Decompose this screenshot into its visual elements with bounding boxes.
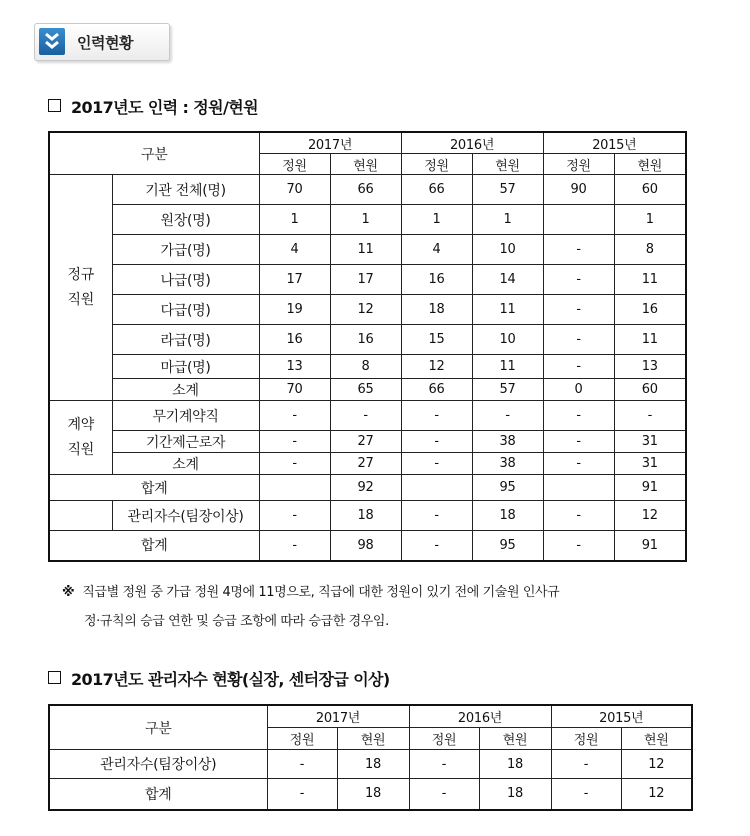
row-label: 합계 (49, 531, 259, 561)
table-row (49, 779, 692, 810)
category-header: 구분 (49, 705, 267, 750)
subheader-cell: 현원 (337, 728, 409, 750)
staff-table (48, 131, 687, 562)
value-cell: - (401, 431, 472, 453)
value-cell: - (259, 401, 330, 431)
value-cell: 10 (472, 325, 543, 355)
value-cell: 18 (330, 501, 401, 531)
category-header: 구분 (49, 132, 259, 175)
subheader-cell: 정원 (543, 154, 614, 175)
subheader-cell: 현원 (330, 154, 401, 175)
value-cell: 66 (401, 379, 472, 401)
subheader-cell: 현원 (472, 154, 543, 175)
value-cell: 18 (479, 750, 551, 779)
value-cell: - (259, 531, 330, 561)
footnote (62, 578, 682, 636)
row-label: 다급(명) (112, 295, 259, 325)
value-cell: 60 (614, 175, 686, 205)
year-header: 2015년 (551, 705, 692, 728)
value-cell: 98 (330, 531, 401, 561)
value-cell: - (543, 431, 614, 453)
value-cell: 18 (337, 779, 409, 810)
subheader-cell: 정원 (551, 728, 621, 750)
square-bullet-icon (48, 671, 61, 684)
group-regular-staff (49, 175, 112, 401)
table-row (49, 379, 686, 401)
value-cell: 38 (472, 431, 543, 453)
table-row (49, 295, 686, 325)
value-cell: 18 (472, 501, 543, 531)
value-cell: 1 (330, 205, 401, 235)
table-row (49, 325, 686, 355)
value-cell: - (543, 453, 614, 475)
subheader-cell: 정원 (409, 728, 479, 750)
value-cell: - (543, 295, 614, 325)
value-cell: 18 (479, 779, 551, 810)
value-cell: 90 (543, 175, 614, 205)
value-cell: 13 (614, 355, 686, 379)
page-title: 인력현황 (77, 34, 133, 52)
value-cell: 1 (401, 205, 472, 235)
value-cell: - (543, 355, 614, 379)
value-cell: - (543, 325, 614, 355)
value-cell: 8 (614, 235, 686, 265)
year-header: 2015년 (543, 132, 686, 154)
value-cell: - (543, 265, 614, 295)
value-cell: 66 (401, 175, 472, 205)
note-line-2: 정·규칙의 승급 연한 및 승급 조항에 따라 승급한 경우임. (84, 614, 389, 629)
value-cell: 95 (472, 475, 543, 501)
table-row (49, 355, 686, 379)
subheader-cell: 현원 (479, 728, 551, 750)
value-cell: 11 (614, 265, 686, 295)
value-cell: - (543, 501, 614, 531)
year-header: 2017년 (259, 132, 401, 154)
row-label: 마급(명) (112, 355, 259, 379)
value-cell: - (259, 501, 330, 531)
value-cell (543, 475, 614, 501)
value-cell: 14 (472, 265, 543, 295)
table-row (49, 401, 686, 431)
value-cell: - (543, 235, 614, 265)
manager-table (48, 704, 693, 811)
table-row (49, 205, 686, 235)
subheader-cell: 현원 (614, 154, 686, 175)
value-cell: 70 (259, 379, 330, 401)
value-cell: - (330, 401, 401, 431)
value-cell: 18 (401, 295, 472, 325)
value-cell: 17 (330, 265, 401, 295)
subheader-cell: 정원 (267, 728, 337, 750)
value-cell: 8 (330, 355, 401, 379)
value-cell: - (267, 750, 337, 779)
square-bullet-icon (48, 99, 61, 112)
row-label: 소계 (112, 453, 259, 475)
row-label: 가급(명) (112, 235, 259, 265)
subheader-cell: 정원 (259, 154, 330, 175)
row-label: 기관 전체(명) (112, 175, 259, 205)
value-cell: 12 (621, 779, 692, 810)
row-label: 관리자수(팀장이상) (112, 501, 259, 531)
year-header: 2016년 (409, 705, 551, 728)
note-line-1: 직급별 정원 중 가급 정원 4명에 11명으로, 직급에 대한 정원이 있기 전에 기술원 인사규 (82, 585, 560, 600)
value-cell (259, 475, 330, 501)
section1-heading (48, 95, 258, 118)
value-cell: 16 (401, 265, 472, 295)
value-cell: 92 (330, 475, 401, 501)
value-cell: 12 (401, 355, 472, 379)
section1-heading-text: 2017년도 인력 : 정원/현원 (71, 98, 258, 117)
year-header: 2016년 (401, 132, 543, 154)
value-cell: - (543, 531, 614, 561)
value-cell: - (259, 453, 330, 475)
value-cell: 18 (337, 750, 409, 779)
row-label: 합계 (49, 475, 259, 501)
group-contract-staff (49, 401, 112, 475)
value-cell: 38 (472, 453, 543, 475)
group-label: 정규 (67, 266, 94, 283)
group-label: 직원 (67, 441, 94, 458)
table-row (49, 265, 686, 295)
value-cell: - (401, 453, 472, 475)
section2-heading (48, 667, 390, 690)
subheader-cell: 현원 (621, 728, 692, 750)
value-cell: 1 (259, 205, 330, 235)
value-cell: 12 (614, 501, 686, 531)
value-cell: 27 (330, 453, 401, 475)
value-cell: - (409, 750, 479, 779)
value-cell: - (401, 501, 472, 531)
year-header: 2017년 (267, 705, 409, 728)
value-cell: - (551, 779, 621, 810)
table-row (49, 431, 686, 453)
value-cell: - (401, 401, 472, 431)
value-cell: 12 (330, 295, 401, 325)
table-row (49, 175, 686, 205)
value-cell: - (472, 401, 543, 431)
value-cell: 31 (614, 431, 686, 453)
value-cell: 11 (472, 295, 543, 325)
value-cell: 91 (614, 531, 686, 561)
double-chevron-down-icon (39, 28, 65, 55)
table-row (49, 750, 692, 779)
section-tab (34, 23, 170, 61)
group-label: 계약 (67, 416, 94, 433)
value-cell: 57 (472, 379, 543, 401)
value-cell: 66 (330, 175, 401, 205)
table-header-row (49, 705, 692, 728)
value-cell: 60 (614, 379, 686, 401)
value-cell: 15 (401, 325, 472, 355)
row-label: 나급(명) (112, 265, 259, 295)
value-cell: - (409, 779, 479, 810)
row-label: 합계 (49, 779, 267, 810)
value-cell: 31 (614, 453, 686, 475)
note-mark: ※ (62, 585, 75, 600)
section2-heading-text: 2017년도 관리자수 현황(실장, 센터장급 이상) (71, 670, 390, 689)
table-row (49, 501, 686, 531)
value-cell: - (543, 401, 614, 431)
row-label: 관리자수(팀장이상) (49, 750, 267, 779)
row-label: 기간제근로자 (112, 431, 259, 453)
value-cell (543, 205, 614, 235)
value-cell: 1 (614, 205, 686, 235)
table-row (49, 453, 686, 475)
value-cell: 10 (472, 235, 543, 265)
value-cell: 11 (472, 355, 543, 379)
table-row (49, 475, 686, 501)
value-cell: 27 (330, 431, 401, 453)
value-cell: - (614, 401, 686, 431)
table-row (49, 235, 686, 265)
value-cell: 1 (472, 205, 543, 235)
value-cell: 4 (259, 235, 330, 265)
value-cell: 11 (614, 325, 686, 355)
value-cell: - (401, 531, 472, 561)
value-cell: 16 (614, 295, 686, 325)
value-cell: 4 (401, 235, 472, 265)
value-cell: 16 (330, 325, 401, 355)
value-cell: 17 (259, 265, 330, 295)
value-cell: 91 (614, 475, 686, 501)
value-cell: 13 (259, 355, 330, 379)
value-cell: 70 (259, 175, 330, 205)
row-label: 라급(명) (112, 325, 259, 355)
subheader-cell: 정원 (401, 154, 472, 175)
value-cell: 19 (259, 295, 330, 325)
value-cell (401, 475, 472, 501)
row-label: 무기계약직 (112, 401, 259, 431)
value-cell: 12 (621, 750, 692, 779)
value-cell: 95 (472, 531, 543, 561)
value-cell: - (259, 431, 330, 453)
value-cell: 57 (472, 175, 543, 205)
value-cell: 65 (330, 379, 401, 401)
group-label: 직원 (67, 291, 94, 308)
value-cell: 0 (543, 379, 614, 401)
table-header-row (49, 132, 686, 154)
value-cell: - (267, 779, 337, 810)
value-cell: - (551, 750, 621, 779)
row-label: 원장(명) (112, 205, 259, 235)
value-cell: 11 (330, 235, 401, 265)
row-label: 소계 (112, 379, 259, 401)
value-cell: 16 (259, 325, 330, 355)
empty-cell (49, 501, 112, 531)
table-row (49, 531, 686, 561)
